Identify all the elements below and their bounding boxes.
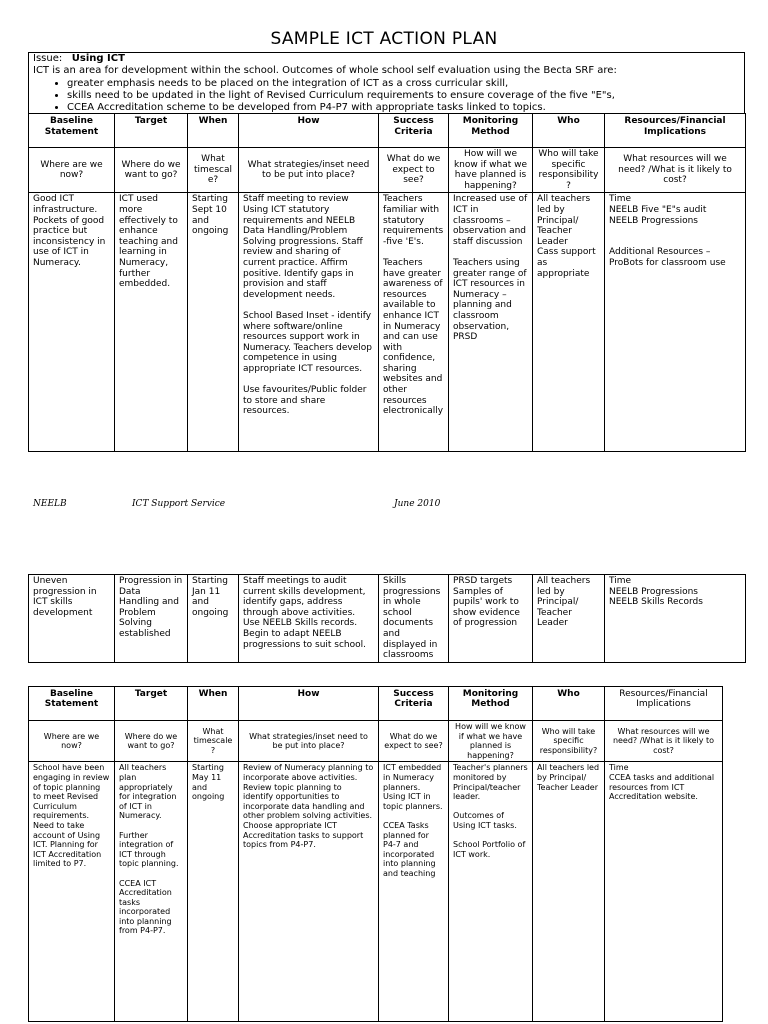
issue-text: ICT is an area for development within the school. Outcomes of whole school self evaluation using the Becta SRF are: xyxy=(33,65,617,77)
question-cell: Where are we now? xyxy=(29,721,115,762)
header-row xyxy=(29,114,746,148)
column-header: Who xyxy=(533,687,605,721)
column-header: Resources/Financial Implications xyxy=(605,114,746,148)
column-header: Monitoring Method xyxy=(449,687,533,721)
question-row xyxy=(29,721,723,762)
resources-cell: Time NEELB Progressions NEELB Skills Records xyxy=(605,575,746,663)
issue-bullet: • CCEA Accreditation scheme to be developed from P4-P7 with appropriate tasks linked to topics. xyxy=(67,102,740,114)
target-cell: Progression in Data Handling and Problem Solving established xyxy=(115,575,188,663)
issue-line xyxy=(33,53,740,65)
success-criteria-cell: ICT embedded in Numeracy planners. Using ICT in topic planners. CCEA Tasks planned for P4-7 and incorporated into planning and teaching xyxy=(379,762,449,1022)
issue-box xyxy=(28,52,745,113)
footer-service: ICT Support Service xyxy=(132,499,226,509)
page-title: SAMPLE ICT ACTION PLAN xyxy=(270,29,498,49)
action-plan-table-2 xyxy=(28,574,746,663)
table-row xyxy=(29,575,746,663)
how-cell: Staff meeting to review Using ICT statutory requirements and NEELB Data Handling/Problem Solving progressions. Staff review and sharing of current practice. Affirm positive. Identify gaps in provision and staff development needs. School Based Inset - identify where software/online resources support work in Numeracy. Teachers develop competence in using appropriate ICT resources. Use favourites/Public folder to store and share resources. xyxy=(239,193,379,452)
action-plan-table-3 xyxy=(28,686,723,1022)
footer-org: NEELB xyxy=(33,499,67,509)
baseline-cell: Good ICT infrastructure. Pockets of good practice but inconsistency in use of ICT in Numeracy. xyxy=(29,193,115,452)
baseline-cell: School have been engaging in review of topic planning to meet Revised Curriculum requirements. Need to take account of Using ICT. Planning for ICT Accreditation limited to P7. xyxy=(29,762,115,1022)
question-cell: Who will take specific responsibility? xyxy=(533,721,605,762)
monitoring-cell: Increased use of ICT in classrooms – observation and staff discussion Teachers using greater range of ICT resources in Numeracy – planning and classroom observation, PRSD xyxy=(449,193,533,452)
header-row xyxy=(29,687,723,721)
column-header: How xyxy=(239,687,379,721)
monitoring-cell: Teacher's planners monitored by Principal/teacher leader. Outcomes of Using ICT tasks. School Portfolio of ICT work. xyxy=(449,762,533,1022)
resources-cell: Time NEELB Five "E"s audit NEELB Progressions Additional Resources – ProBots for classroom use xyxy=(605,193,746,452)
when-cell: Starting Sept 10 and ongoing xyxy=(188,193,239,452)
who-cell: All teachers led by Principal/ Teacher Leader xyxy=(533,575,605,663)
question-cell: How will we know if what we have planned is happening? xyxy=(449,148,533,193)
target-cell: All teachers plan appropriately for integration of ICT in Numeracy. Further integration of ICT through topic planning. CCEA ICT Accreditation tasks incorporated into planning from P4-P7. xyxy=(115,762,188,1022)
column-header: When xyxy=(188,687,239,721)
question-cell: What do we expect to see? xyxy=(379,721,449,762)
column-header: Target xyxy=(115,114,188,148)
column-header: Baseline Statement xyxy=(29,687,115,721)
table-row xyxy=(29,193,746,452)
how-cell: Staff meetings to audit current skills development, identify gaps, address through above activities. Use NEELB Skills records. Begin to adapt NEELB progressions to suit school. xyxy=(239,575,379,663)
who-cell: All teachers led by Principal/ Teacher Leader Cass support as appropriate xyxy=(533,193,605,452)
column-header: Success Criteria xyxy=(379,114,449,148)
issue-bullets xyxy=(33,78,740,115)
question-cell: Who will take specific responsibility? xyxy=(533,148,605,193)
who-cell: All teachers led by Principal/ Teacher Leader xyxy=(533,762,605,1022)
column-header: How xyxy=(239,114,379,148)
baseline-cell: Uneven progression in ICT skills development xyxy=(29,575,115,663)
when-cell: Starting May 11 and ongoing xyxy=(188,762,239,1022)
question-cell: Where do we want to go? xyxy=(115,721,188,762)
column-header: Baseline Statement xyxy=(29,114,115,148)
column-header: When xyxy=(188,114,239,148)
success-criteria-cell: Teachers familiar with statutory requirements -five 'E's. Teachers have greater awareness of resources available to enhance ICT in Numeracy and can use with confidence, sharing websites and other resources electronically xyxy=(379,193,449,452)
monitoring-cell: PRSD targets Samples of pupils' work to show evidence of progression xyxy=(449,575,533,663)
question-cell: What do we expect to see? xyxy=(379,148,449,193)
column-header: Who xyxy=(533,114,605,148)
column-header: Monitoring Method xyxy=(449,114,533,148)
column-header: Target xyxy=(115,687,188,721)
action-plan-table-1 xyxy=(28,113,746,452)
how-cell: Review of Numeracy planning to incorporate above activities. Review topic planning to identify opportunities to incorporate data handling and other problem solving activities. Choose appropriate ICT Accreditation tasks to support topics from P4-P7. xyxy=(239,762,379,1022)
question-row xyxy=(29,148,746,193)
resources-cell: Time CCEA tasks and additional resources from ICT Accreditation website. xyxy=(605,762,723,1022)
question-cell: Where are we now? xyxy=(29,148,115,193)
target-cell: ICT used more effectively to enhance teaching and learning in Numeracy, further embedded. xyxy=(115,193,188,452)
question-cell: What strategies/inset need to be put into place? xyxy=(239,721,379,762)
question-cell: What strategies/inset need to be put into place? xyxy=(239,148,379,193)
column-header: Success Criteria xyxy=(379,687,449,721)
question-cell: Where do we want to go? xyxy=(115,148,188,193)
issue-label: Issue: xyxy=(33,53,63,64)
issue-value: Using ICT xyxy=(71,53,125,64)
question-cell: What timescale? xyxy=(188,148,239,193)
column-header: Resources/Financial Implications xyxy=(605,687,723,721)
table-row xyxy=(29,762,723,1022)
question-cell: What resources will we need? /What is it likely to cost? xyxy=(605,148,746,193)
when-cell: Starting Jan 11 and ongoing xyxy=(188,575,239,663)
question-cell: What timescale? xyxy=(188,721,239,762)
success-criteria-cell: Skills progressions in whole school documents and displayed in classrooms xyxy=(379,575,449,663)
issue-bullet: • greater emphasis needs to be placed on the integration of ICT as a cross curricular skill, xyxy=(67,78,740,90)
issue-bullet: • skills need to be updated in the light of Revised Curriculum requirements to ensure coverage of the five "E"s, xyxy=(67,90,740,102)
question-cell: What resources will we need? /What is it likely to cost? xyxy=(605,721,723,762)
question-cell: How will we know if what we have planned is happening? xyxy=(449,721,533,762)
footer-date: June 2010 xyxy=(394,499,441,509)
